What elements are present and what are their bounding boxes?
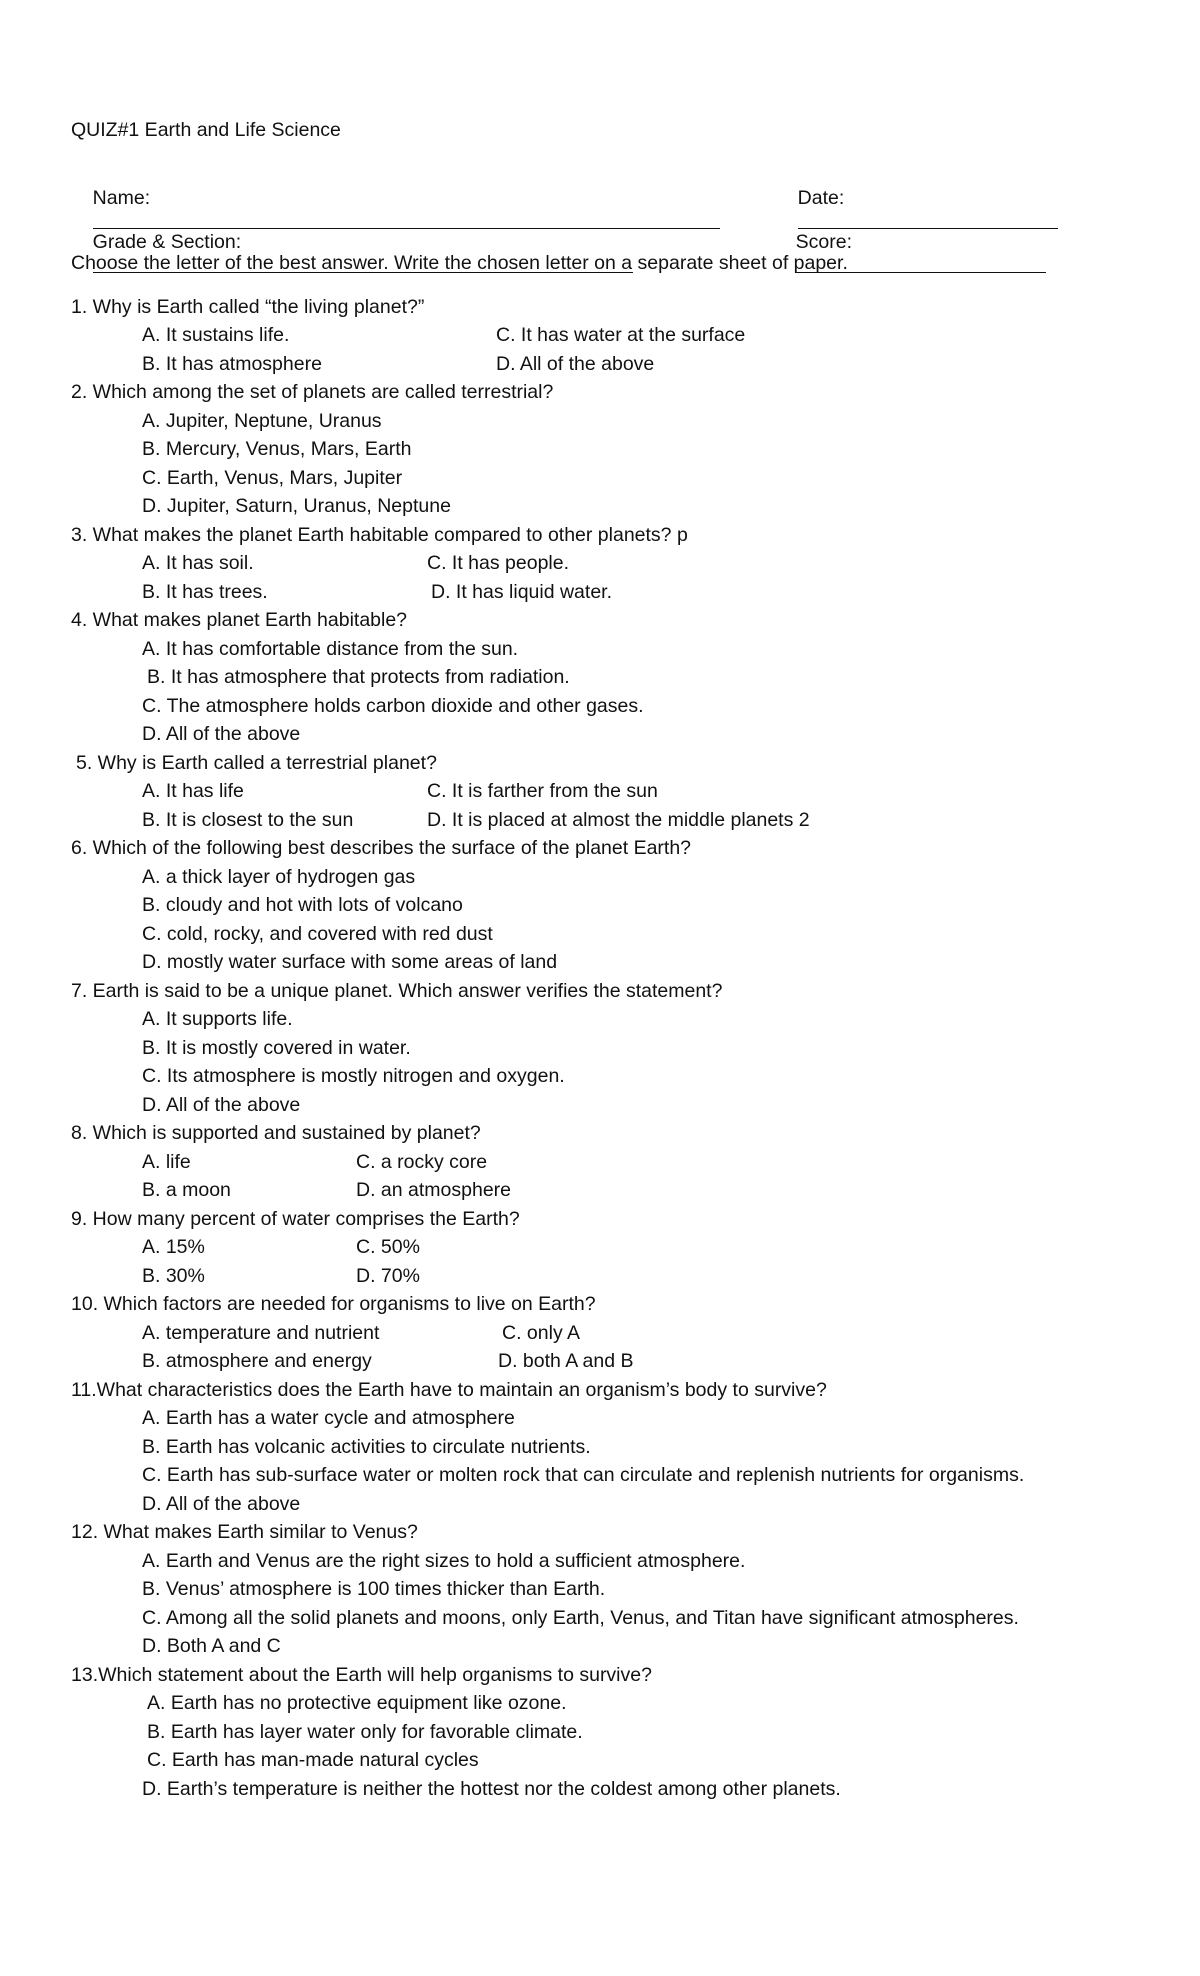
q2-choice-a: A. Jupiter, Neptune, Uranus (142, 410, 382, 432)
question-6: 6. Which of the following best describes the surface of the planet Earth? (71, 837, 692, 859)
question-10: 10. Which factors are needed for organisms to live on Earth? (71, 1293, 596, 1315)
q12-choice-a: A. Earth and Venus are the right sizes to hold a sufficient atmosphere. (142, 1550, 746, 1572)
question-5: 5. Why is Earth called a terrestrial planet? (76, 752, 437, 774)
q11-choice-d: D. All of the above (142, 1493, 301, 1515)
q3-choice-a: A. It has soil. (142, 552, 254, 574)
q7-choice-b: B. It is mostly covered in water. (142, 1037, 411, 1059)
q7-choice-a: A. It supports life. (142, 1008, 293, 1030)
q13-choice-b: B. Earth has layer water only for favorable climate. (147, 1721, 583, 1743)
q3-choice-c: C. It has people. (427, 552, 570, 574)
q8-choice-c: C. a rocky core (356, 1151, 488, 1173)
q2-choice-b: B. Mercury, Venus, Mars, Earth (142, 438, 412, 460)
q13-choice-d: D. Earth’s temperature is neither the hottest nor the coldest among other planets. (142, 1778, 841, 1800)
q6-choice-c: C. cold, rocky, and covered with red dust (142, 923, 493, 945)
q6-choice-b: B. cloudy and hot with lots of volcano (142, 894, 463, 916)
question-1: 1. Why is Earth called “the living planet?” (71, 296, 425, 318)
q12-choice-c: C. Among all the solid planets and moons, only Earth, Venus, and Titan have significant atmospheres. (142, 1607, 1019, 1629)
question-2: 2. Which among the set of planets are called terrestrial? (71, 381, 554, 403)
q12-choice-d: D. Both A and C (142, 1635, 281, 1657)
q11-choice-a: A. Earth has a water cycle and atmosphere (142, 1407, 515, 1429)
q2-choice-d: D. Jupiter, Saturn, Uranus, Neptune (142, 495, 451, 517)
q12-choice-b: B. Venus’ atmosphere is 100 times thicker than Earth. (142, 1578, 606, 1600)
question-8: 8. Which is supported and sustained by planet? (71, 1122, 481, 1144)
q13-choice-a: A. Earth has no protective equipment like ozone. (147, 1692, 567, 1714)
q2-choice-c: C. Earth, Venus, Mars, Jupiter (142, 467, 403, 489)
q9-choice-d: D. 70% (356, 1265, 420, 1287)
q11-choice-c: C. Earth has sub-surface water or molten rock that can circulate and replenish nutrients for organisms. (142, 1464, 1025, 1486)
q13-choice-c: C. Earth has man-made natural cycles (147, 1749, 479, 1771)
score-label: Score: (795, 231, 853, 253)
name-label: Name: (92, 187, 151, 209)
q8-choice-d: D. an atmosphere (356, 1179, 512, 1201)
q11-choice-b: B. Earth has volcanic activities to circulate nutrients. (142, 1436, 591, 1458)
date-label: Date: (797, 187, 845, 209)
question-7: 7. Earth is said to be a unique planet. Which answer verifies the statement? (71, 980, 723, 1002)
q7-choice-c: C. Its atmosphere is mostly nitrogen and oxygen. (142, 1065, 565, 1087)
q5-choice-a: A. It has life (142, 780, 244, 802)
q9-choice-b: B. 30% (142, 1265, 205, 1287)
question-9: 9. How many percent of water comprises the Earth? (71, 1208, 520, 1230)
q10-choice-c: C. only A (502, 1322, 581, 1344)
q8-choice-a: A. life (142, 1151, 191, 1173)
q5-choice-d: D. It is placed at almost the middle planets 2 (427, 809, 810, 831)
q4-choice-a: A. It has comfortable distance from the sun. (142, 638, 519, 660)
q10-choice-a: A. temperature and nutrient (142, 1322, 380, 1344)
question-4: 4. What makes planet Earth habitable? (71, 609, 408, 631)
quiz-title: QUIZ#1 Earth and Life Science (71, 119, 341, 141)
q5-choice-c: C. It is farther from the sun (427, 780, 658, 802)
q9-choice-a: A. 15% (142, 1236, 205, 1258)
q1-choice-c: C. It has water at the surface (496, 324, 746, 346)
q4-choice-c: C. The atmosphere holds carbon dioxide and other gases. (142, 695, 644, 717)
q3-choice-b: B. It has trees. (142, 581, 268, 603)
q8-choice-b: B. a moon (142, 1179, 231, 1201)
q3-choice-d: D. It has liquid water. (431, 581, 613, 603)
question-3: 3. What makes the planet Earth habitable compared to other planets? p (71, 524, 688, 546)
grade-section-label: Grade & Section: (92, 231, 242, 253)
q10-choice-d: D. both A and B (498, 1350, 634, 1372)
instructions: Choose the letter of the best answer. Write the chosen letter on a separate sheet of paper. (71, 252, 848, 274)
q6-choice-a: A. a thick layer of hydrogen gas (142, 866, 416, 888)
q1-choice-a: A. It sustains life. (142, 324, 290, 346)
q7-choice-d: D. All of the above (142, 1094, 301, 1116)
q6-choice-d: D. mostly water surface with some areas of land (142, 951, 558, 973)
q1-choice-b: B. It has atmosphere (142, 353, 322, 375)
q5-choice-b: B. It is closest to the sun (142, 809, 354, 831)
question-12: 12. What makes Earth similar to Venus? (71, 1521, 418, 1543)
q4-choice-d: D. All of the above (142, 723, 301, 745)
q10-choice-b: B. atmosphere and energy (142, 1350, 372, 1372)
q4-choice-b: B. It has atmosphere that protects from radiation. (147, 666, 570, 688)
q9-choice-c: C. 50% (356, 1236, 420, 1258)
question-11: 11.What characteristics does the Earth have to maintain an organism’s body to survive? (71, 1379, 827, 1401)
question-13: 13.Which statement about the Earth will help organisms to survive? (71, 1664, 652, 1686)
q1-choice-d: D. All of the above (496, 353, 655, 375)
